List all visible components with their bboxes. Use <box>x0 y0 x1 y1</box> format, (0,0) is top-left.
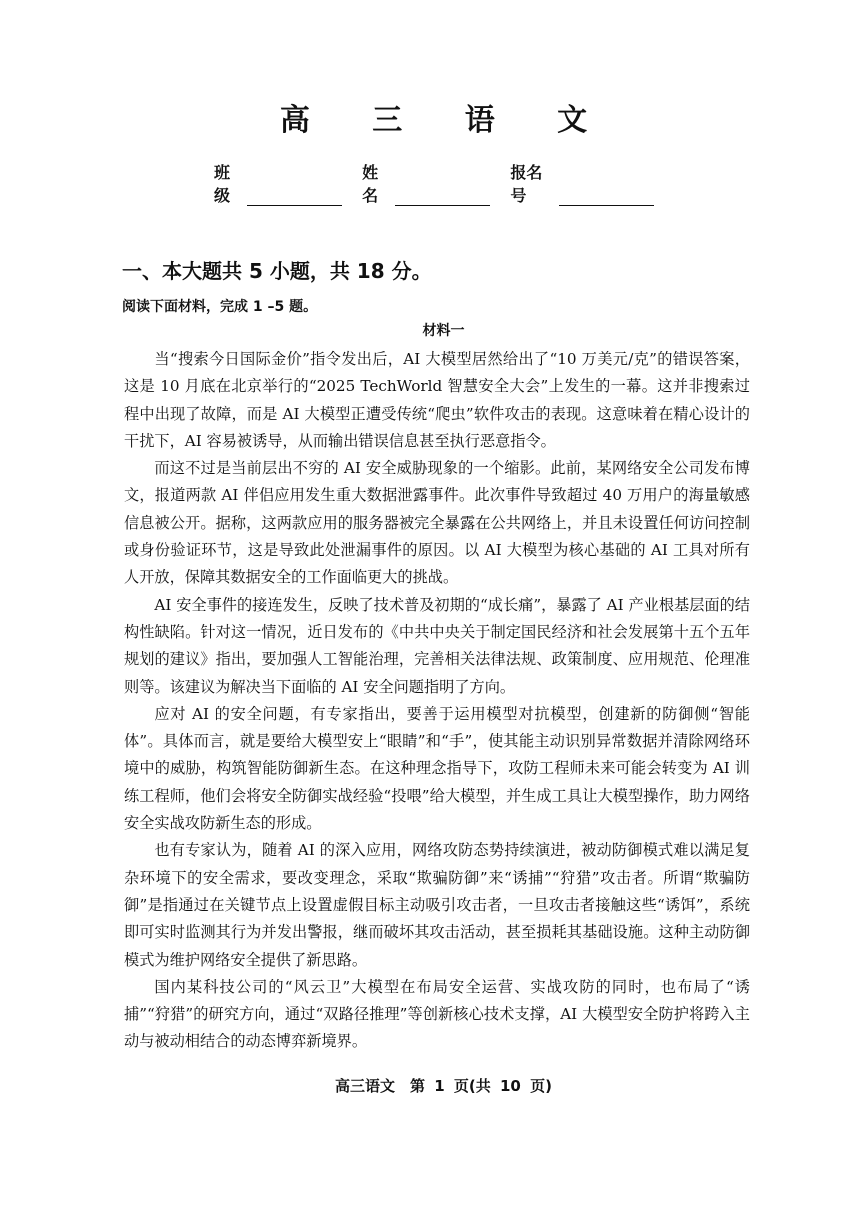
regno-blank[interactable] <box>559 189 654 206</box>
class-blank[interactable] <box>247 189 342 206</box>
class-label: 班级 <box>214 163 231 205</box>
regno-label: 报名号 <box>510 163 543 205</box>
paragraph-6: 国内某科技公司的“风云卫”大模型在布局安全运营、实战攻防的同时，也布局了“诱捕”“狩猎”的研究方向，通过“双路径推理”等创新核心技术支撑，AI 大模型安全防护将跨入主动与被动相结合的动态博弈新境界。 <box>124 977 750 1051</box>
paragraph-1: 当“搜索今日国际金价”指令发出后，AI 大模型居然给出了“10 万美元/克”的错误答案，这是 10 月底在北京举行的“2025 TechWorld 智慧安全大会”上发生的一幕。这并非搜索过程中出现了故障，而是 AI 大模型正遭受传统“爬虫”软件攻击的表现。这意味着在精心设计的干扰下，AI 容易被诱导，从而输出错误信息甚至执行恶意指令。 <box>124 350 750 450</box>
instruction-text: 阅读下面材料，完成 1 –5 题。 <box>122 299 318 315</box>
student-info-row <box>214 163 674 206</box>
page-footer: 高三语文 第 1 页(共 10 页) <box>335 1077 552 1095</box>
name-field <box>362 160 490 206</box>
material-title: 材料一 <box>422 323 465 339</box>
name-label: 姓名 <box>362 163 379 205</box>
class-field <box>214 160 342 206</box>
name-blank[interactable] <box>395 189 490 206</box>
paragraph-4: 应对 AI 的安全问题，有专家指出，要善于运用模型对抗模型，创建新的防御侧“智能体”。具体而言，就是要给大模型安上“眼睛”和“手”，使其能主动识别异常数据并清除网络环境中的威胁，构筑智能防御新生态。在这种理念指导下，攻防工程师未来可能会转变为 AI 训练工程师，他们会将安全防御实战经验“投喂”给大模型，并生成工具让大模型操作，助力网络安全实战攻防新生态的形成。 <box>124 704 750 833</box>
paragraph-5: 也有专家认为，随着 AI 的深入应用，网络攻防态势持续演进，被动防御模式难以满足复杂环境下的安全需求，要改变理念，采取“欺骗防御”来“诱捕”“狩猎”攻击者。所谓“欺骗防御”是指通过在关键节点上设置虚假目标主动吸引攻击者，一旦攻击者接触这些“诱饵”，系统即可实时监测其行为并发出警报，继而破坏其攻击活动，甚至损耗其基础设施。这种主动防御模式为维护网络安全提供了新思路。 <box>124 841 750 969</box>
page-title: 高 三 语 文 <box>279 103 614 138</box>
paragraph-3: AI 安全事件的接连发生，反映了技术普及初期的“成长痛”，暴露了 AI 产业根基层面的结构性缺陷。针对这一情况，近日发布的《中共中央关于制定国民经济和社会发展第十五个五年规划的建议》指出，要加强人工智能治理，完善相关法律法规、政策制度、应用规范、伦理准则等。该建议为解决当下面临的 AI 安全问题指明了方向。 <box>124 595 750 696</box>
material-body <box>124 346 750 1056</box>
regno-field <box>510 160 654 206</box>
paragraph-2: 而这不过是当前层出不穷的 AI 安全威胁现象的一个缩影。此前，某网络安全公司发布博文，报道两款 AI 伴侣应用发生重大数据泄露事件。此次事件导致超过 40 万用户的海量敏感信息被公开。据称，这两款应用的服务器被完全暴露在公共网络上，并且未设置任何访问控制或身份验证环节，这是导致此处泄漏事件的原因。以 AI 大模型为核心基础的 AI 工具对所有人开放，保障其数据安全的工作面临更大的挑战。 <box>124 459 750 587</box>
section-heading: 一、本大题共 5 小题，共 18 分。 <box>122 259 432 283</box>
